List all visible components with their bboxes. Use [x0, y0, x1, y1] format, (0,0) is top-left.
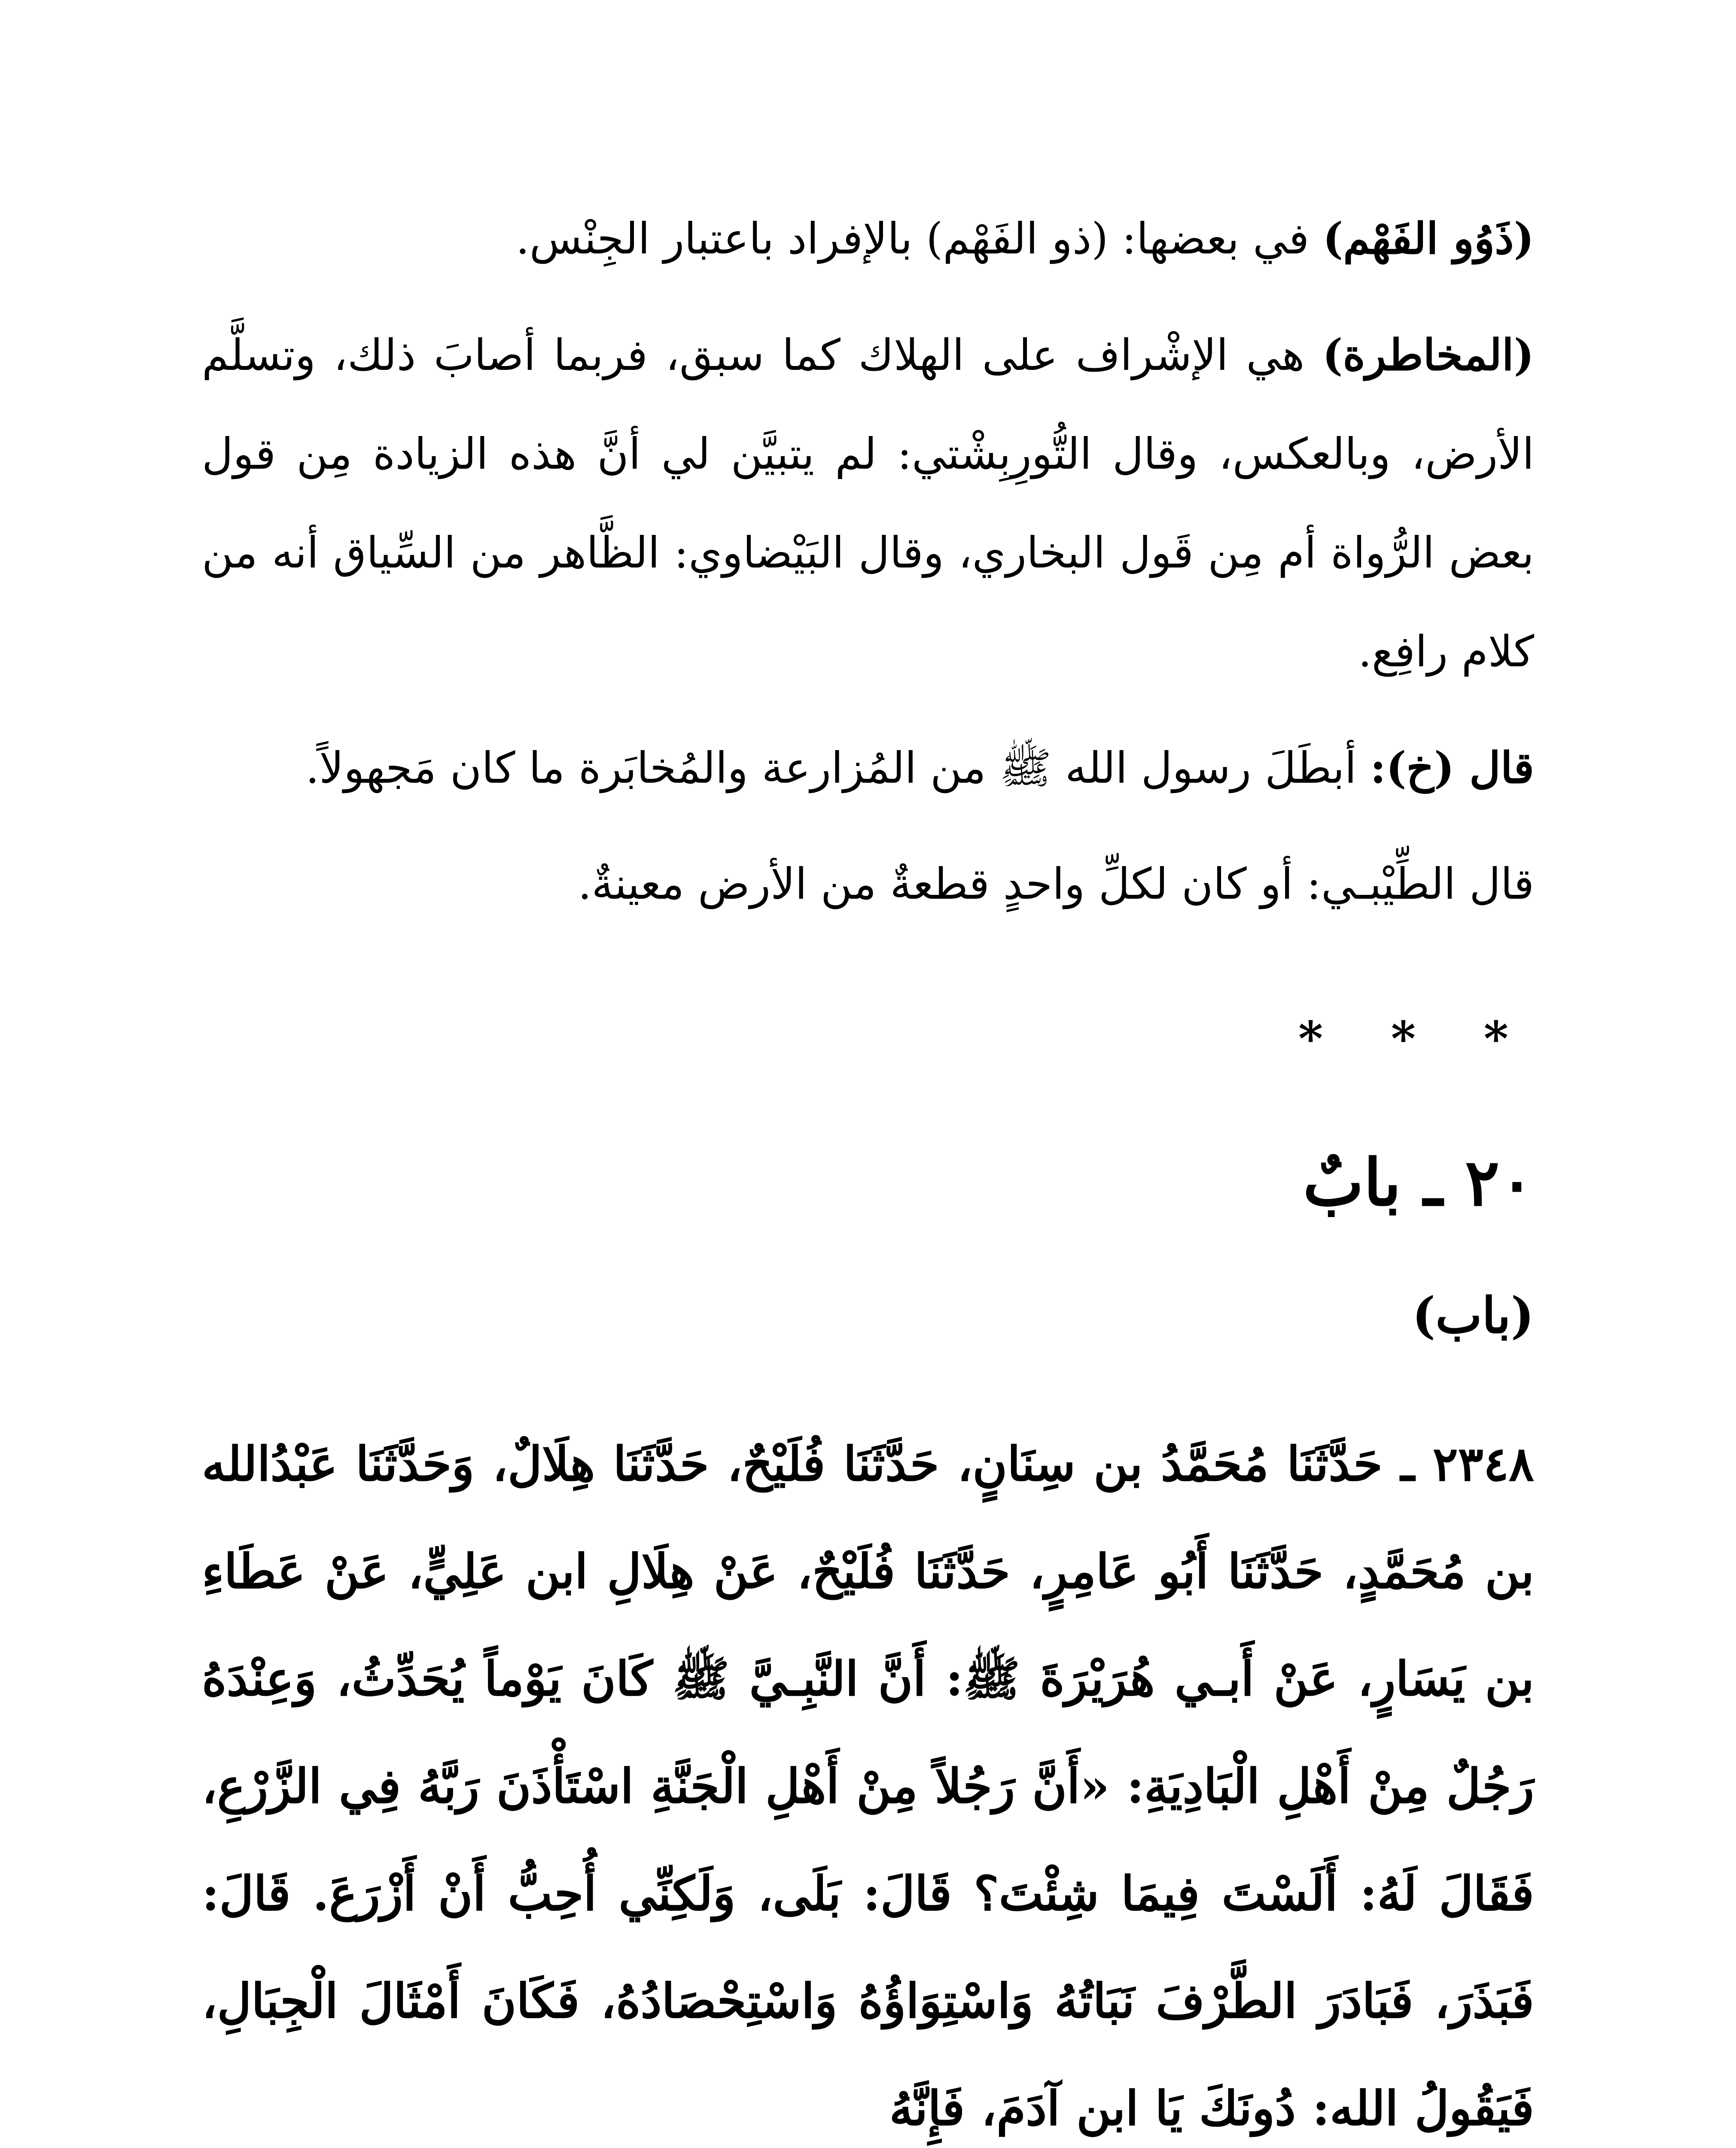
commentary-paragraph — [202, 718, 1534, 818]
page-content — [202, 189, 1534, 2148]
commentary-term: (ذَوُو الفَهْم) — [1322, 213, 1534, 264]
commentary-text: أبطَلَ رسول الله ﷺ من المُزارعة والمُخابَرة ما كان مَجهولاً. — [305, 743, 1371, 793]
commentary-term: (المخاطرة) — [1322, 330, 1534, 380]
hadith-section — [202, 1410, 1534, 2148]
commentary-text: في بعضها: (ذو الفَهْم) بالإفراد باعتبار الجِنْس. — [515, 214, 1323, 264]
commentary-term: قال (خ): — [1370, 742, 1534, 793]
commentary-text: هي الإشْراف على الهلاك كما سبق، فربما أصابَ ذلك، وتسلَّم الأرض، وبالعكس، وقال التُّورِبِشْتي: لم يتبيَّن لي أنَّ هذه الزيادة مِن قول بعض الرُّواة أم مِن قَول البخاري، وقال البَيْضاوي: الظَّاهر من السِّياق أنه من كلام رافِع. — [202, 330, 1534, 677]
chapter-title: ٢٠ ـ بابٌ — [1303, 1145, 1534, 1220]
commentary-text: قال الطِّيْبـي: أو كان لكلِّ واحدٍ قطعةٌ من الأرض معينةٌ. — [578, 859, 1534, 909]
hadith-text: ٢٣٤٨ ـ حَدَّثَنَا مُحَمَّدُ بن سِنَانٍ، حَدَّثَنَا فُلَيْحٌ، حَدَّثَنَا هِلَالٌ، وَحَدَّثَنَا عَبْدُالله بن مُحَمَّدٍ، حَدَّثَنَا أَبُو عَامِرٍ، حَدَّثَنَا فُلَيْحٌ، عَنْ هِلَالِ ابن عَلِيٍّ، عَنْ عَطَاءِ بن يَسَارٍ، عَنْ أَبـي هُرَيْرَةَ ﷺ: أَنَّ النَّبِـيَّ ﷺ كَانَ يَوْماً يُحَدِّثُ، وَعِنْدَهُ رَجُلٌ مِنْ أَهْلِ الْبَادِيَةِ: «أَنَّ رَجُلاً مِنْ أَهْلِ الْجَنَّةِ اسْتَأْذَنَ رَبَّهُ فِي الزَّرْعِ، فَقَالَ لَهُ: أَلَسْتَ فِيمَا شِئْتَ؟ قَالَ: بَلَى، وَلَكِنِّي أُحِبُّ أَنْ أَزْرَعَ. قَالَ: فَبَذَرَ، فَبَادَرَ الطَّرْفَ نَبَاتُهُ وَاسْتِوَاؤُهُ وَاسْتِحْصَادُهُ، فَكَانَ أَمْثَالَ الْجِبَالِ، فَيَقُولُ الله: دُونَكَ يَا ابن آدَمَ، فَإِنَّهُ — [202, 1436, 1534, 2136]
commentary-paragraph — [202, 189, 1534, 288]
commentary-section — [202, 189, 1534, 934]
commentary-paragraph — [202, 305, 1534, 701]
commentary-paragraph — [202, 835, 1534, 934]
chapter-subtitle: (باب) — [1412, 1287, 1534, 1345]
section-separator: * * * — [1298, 1011, 1534, 1066]
